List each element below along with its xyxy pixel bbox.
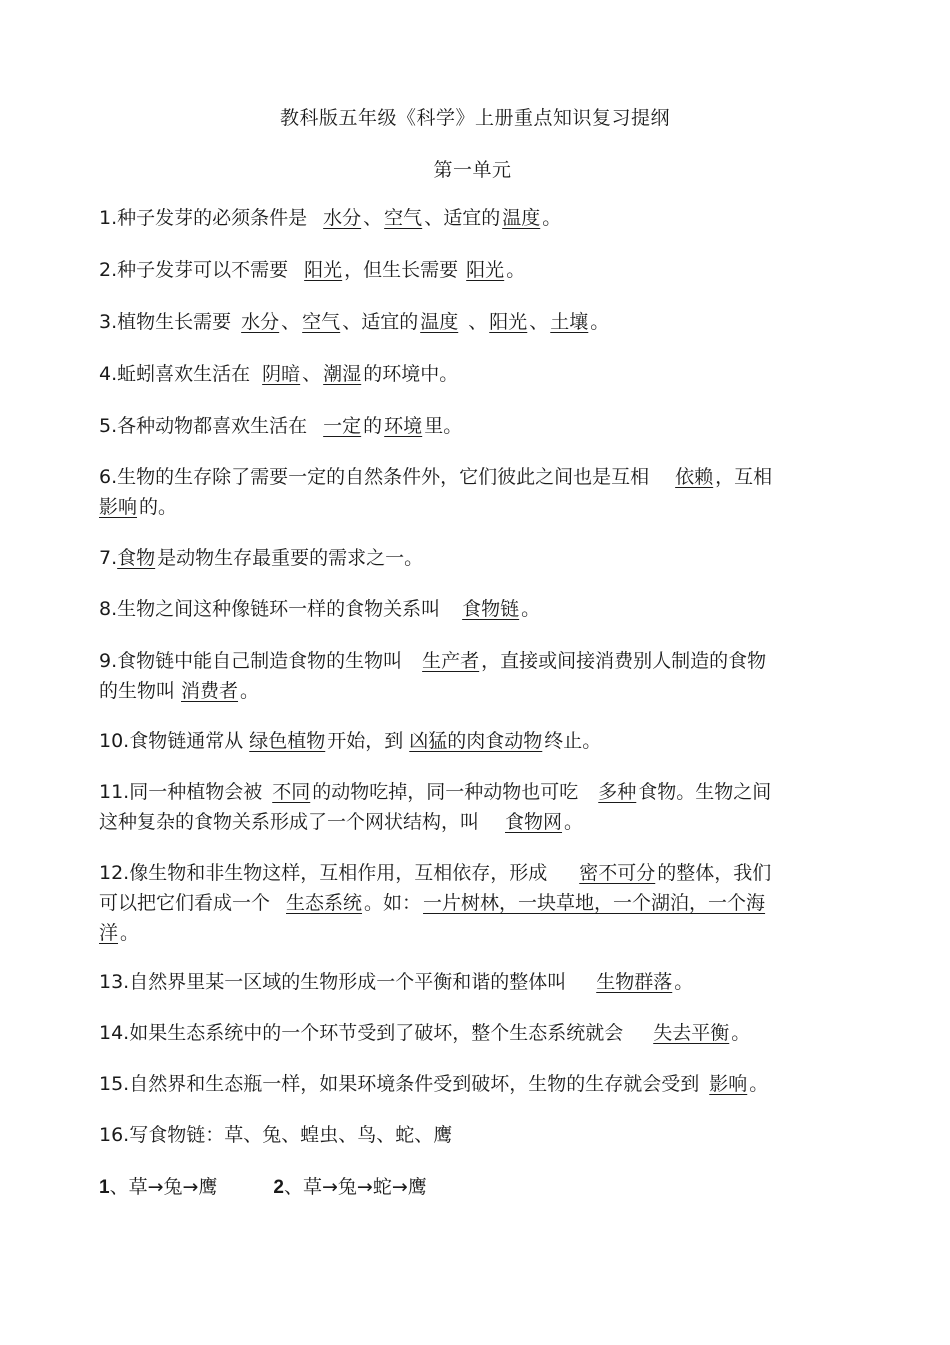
question-9: 9.食物链中能自己制造食物的生物叫 生产者 ，直接或间接消费别人制造的食物 的生物叫 消费者 。 xyxy=(99,646,851,706)
question-12-line-3: 洋 。 xyxy=(99,922,140,944)
food-chain-answers: 1、草→兔→鹰 2、草→兔→蛇→鹰 xyxy=(99,1176,427,1198)
question-11-line-2: 这种复杂的食物关系形成了一个网状结构，叫 食物网 。 xyxy=(99,811,584,833)
answer-blank: 温度 xyxy=(502,207,541,229)
document-title: 教科版五年级《科学》上册重点知识复习提纲 xyxy=(279,107,670,129)
answer-blank: 依赖 xyxy=(675,466,714,488)
question-8: 8.生物之间这种像链环一样的食物关系叫 食物链 。 xyxy=(99,598,541,620)
unit-title: 第一单元 xyxy=(433,159,512,181)
answer-blank: 潮湿 xyxy=(323,363,362,385)
answer-blank: 阴暗 xyxy=(262,363,301,385)
answer-blank: 消费者 xyxy=(181,680,239,702)
question-7: 7.食物 是动物生存最重要的需求之一。 xyxy=(99,547,424,569)
question-6-line-2: 影响 的。 xyxy=(99,496,178,518)
answer-blank: 温度 xyxy=(420,311,459,333)
food-chain-1: 、草→兔→鹰 xyxy=(109,1176,218,1198)
question-15: 15.自然界和生态瓶一样，如果环境条件受到破坏，生物的生存就会受到 影响 。 xyxy=(99,1073,769,1095)
answer-blank: 绿色植物 xyxy=(249,730,326,752)
answer-blank: 生态系统 xyxy=(286,892,363,914)
answer-blank: 水分 xyxy=(241,311,280,333)
answer-blank: 一片树林，一块草地，一个湖泊，一个海 xyxy=(423,892,766,914)
food-chain-2: 、草→兔→蛇→鹰 xyxy=(284,1176,427,1198)
question-14: 14.如果生态系统中的一个环节受到了破坏，整个生态系统就会 失去平衡 。 xyxy=(99,1022,751,1044)
answer-blank: 食物网 xyxy=(505,811,563,833)
answer-blank: 影响 xyxy=(709,1073,748,1095)
answer-blank: 生产者 xyxy=(422,650,480,672)
answer-blank: 不同 xyxy=(272,781,311,803)
answer-blank: 生物群落 xyxy=(596,971,673,993)
answer-blank: 土壤 xyxy=(550,311,589,333)
question-13: 13.自然界里某一区域的生物形成一个平衡和谐的整体叫 生物群落 。 xyxy=(99,971,694,993)
answer-blank: 凶猛的肉食动物 xyxy=(409,730,543,752)
answer-blank: 空气 xyxy=(384,207,423,229)
question-5: 5.各种动物都喜欢生活在 一定 的 环境 里。 xyxy=(99,415,463,437)
answer-blank: 阳光 xyxy=(489,311,528,333)
question-11: 11.同一种植物会被 不同 的动物吃掉，同一种动物也可吃 多种 食物。生物之间 这种复杂的食物关系形成了一个网状结构，叫 食物网 。 xyxy=(99,777,851,837)
question-16: 16.写食物链：草、兔、蝗虫、鸟、蛇、鹰 xyxy=(99,1124,453,1146)
answer-blank: 密不可分 xyxy=(579,862,656,884)
question-6: 6.生物的生存除了需要一定的自然条件外，它们彼此之间也是互相 依赖 ，互相 影响 的。 xyxy=(99,462,851,522)
question-2: 2.种子发芽可以不需要 阳光 ，但生长需要 阳光 。 xyxy=(99,259,526,281)
question-9-line-2: 的生物叫 消费者 。 xyxy=(99,680,260,702)
question-12-line-2: 可以把它们看成一个 生态系统 。如： 一片树林，一块草地，一个湖泊，一个海 xyxy=(99,892,766,914)
answer-blank: 食物 xyxy=(117,547,156,569)
answer-blank: 一定 xyxy=(323,415,362,437)
answer-blank: 多种 xyxy=(598,781,637,803)
answer-blank: 阳光 xyxy=(466,259,505,281)
question-1: 1.种子发芽的必须条件是 水分 、 空气 、适宜的 温度 。 xyxy=(99,207,562,229)
answer-blank: 洋 xyxy=(99,922,119,944)
answer-blank: 影响 xyxy=(99,496,138,518)
question-3: 3.植物生长需要 水分 、 空气 、适宜的 温度 、 阳光 、 土壤 。 xyxy=(99,311,610,333)
question-10: 10.食物链通常从 绿色植物 开始，到 凶猛的肉食动物 终止。 xyxy=(99,730,602,752)
answer-blank: 空气 xyxy=(302,311,341,333)
answer-blank: 水分 xyxy=(323,207,362,229)
answer-blank: 环境 xyxy=(384,415,423,437)
answer-blank: 失去平衡 xyxy=(653,1022,730,1044)
question-4: 4.蚯蚓喜欢生活在 阴暗 、 潮湿 的环境中。 xyxy=(99,363,459,385)
question-12: 12.像生物和非生物这样，互相作用，互相依存，形成 密不可分 的整体，我们 可以把它们看成一个 生态系统 。如： 一片树林，一块草地，一个湖泊，一个海 洋 。 xyxy=(99,858,851,948)
answer-blank: 食物链 xyxy=(462,598,520,620)
answer-blank: 阳光 xyxy=(304,259,343,281)
